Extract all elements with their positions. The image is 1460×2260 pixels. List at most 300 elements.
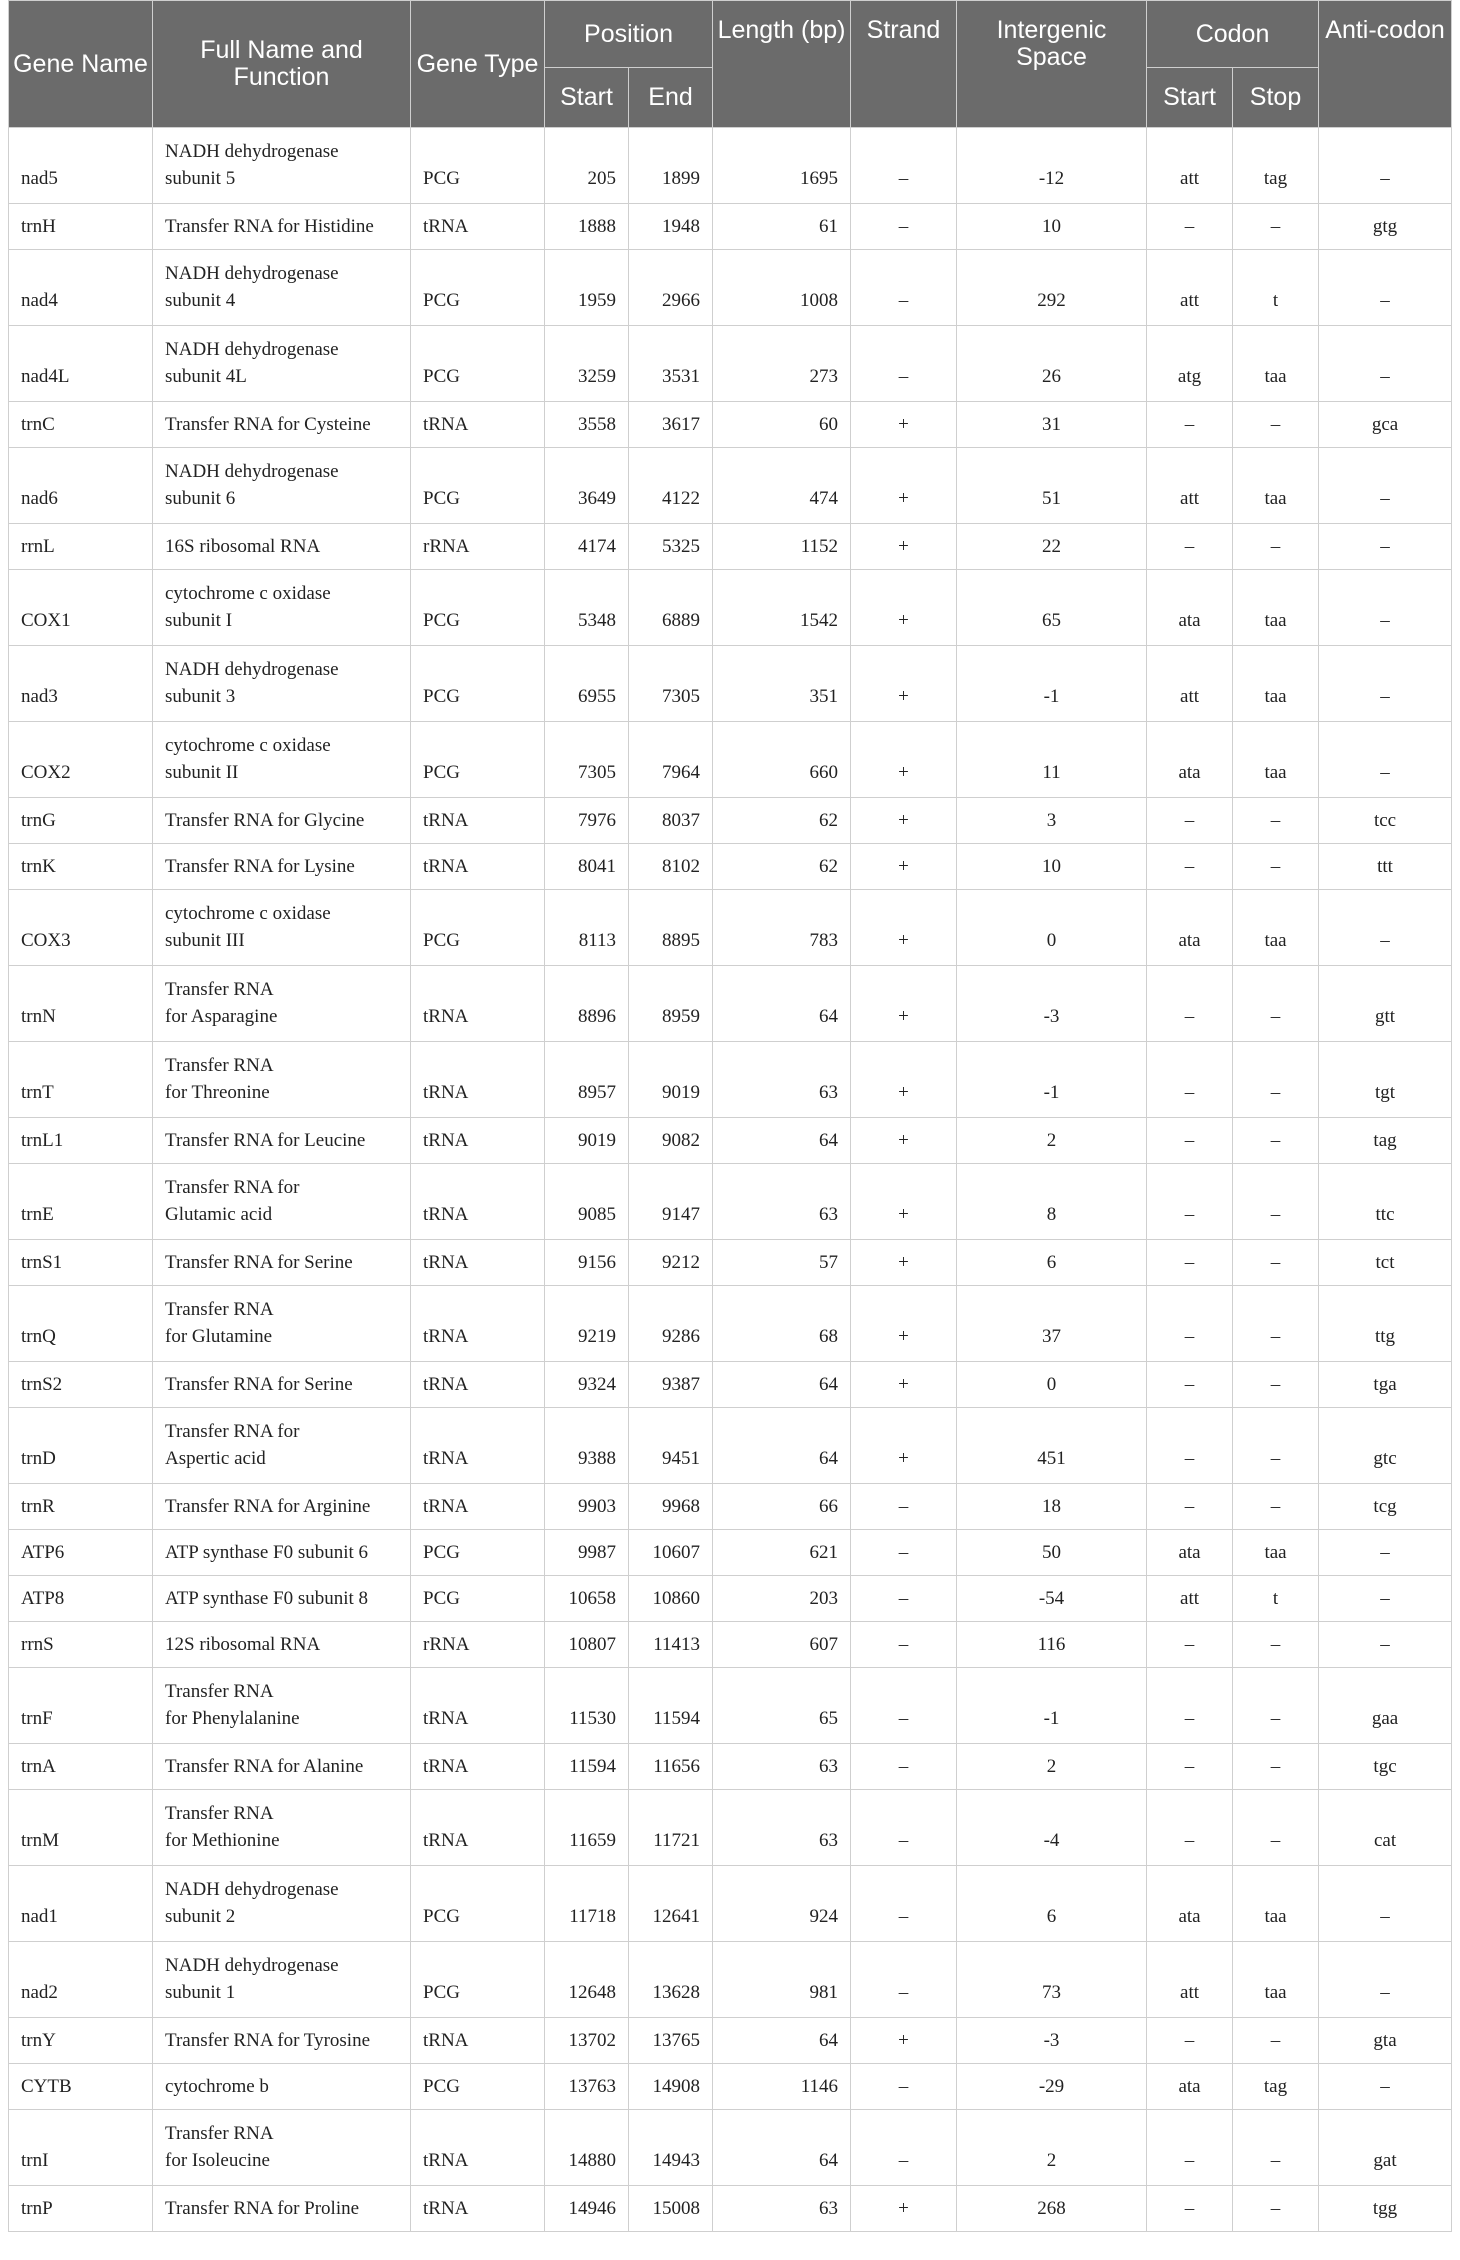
anticodon-cell: – [1319, 524, 1452, 570]
table-row [9, 128, 1452, 204]
intergenic-cell: 51 [957, 448, 1147, 524]
strand-cell: – [851, 1790, 957, 1866]
codon-stop-cell: t [1233, 1576, 1319, 1622]
full-name-cell: Transfer RNA for Glycine [153, 798, 411, 844]
gene-name-cell: COX3 [9, 890, 153, 966]
anticodon-cell: gaa [1319, 1668, 1452, 1744]
intergenic-cell: 26 [957, 326, 1147, 402]
codon-stop-cell: taa [1233, 1866, 1319, 1942]
strand-cell: + [851, 1362, 957, 1408]
gene-name-cell: trnL1 [9, 1118, 153, 1164]
table-row [9, 2018, 1452, 2064]
intergenic-cell: 2 [957, 1744, 1147, 1790]
anticodon-cell: ttt [1319, 844, 1452, 890]
length-cell: 981 [713, 1942, 851, 2018]
gene-type-cell: tRNA [411, 402, 545, 448]
length-cell: 64 [713, 1408, 851, 1484]
strand-cell: + [851, 1118, 957, 1164]
length-cell: 62 [713, 844, 851, 890]
full-name-cell: cytochrome c oxidase subunit III [153, 890, 411, 966]
anticodon-cell: – [1319, 1576, 1452, 1622]
position-start-cell: 13763 [545, 2064, 629, 2110]
codon-stop-cell: – [1233, 966, 1319, 1042]
length-cell: 66 [713, 1484, 851, 1530]
codon-start-cell: – [1147, 2018, 1233, 2064]
gene-name-cell: trnD [9, 1408, 153, 1484]
strand-cell: – [851, 1576, 957, 1622]
gene-table-container [8, 0, 1451, 2232]
codon-stop-cell: – [1233, 1240, 1319, 1286]
gene-name-cell: COX1 [9, 570, 153, 646]
strand-cell: – [851, 128, 957, 204]
length-cell: 60 [713, 402, 851, 448]
codon-start-cell: – [1147, 1164, 1233, 1240]
anticodon-cell: – [1319, 326, 1452, 402]
position-end-cell: 15008 [629, 2186, 713, 2232]
length-cell: 63 [713, 1042, 851, 1118]
anticodon-cell: tgg [1319, 2186, 1452, 2232]
length-cell: 63 [713, 1164, 851, 1240]
codon-stop-cell: taa [1233, 646, 1319, 722]
position-end-cell: 13628 [629, 1942, 713, 2018]
position-end-cell: 9212 [629, 1240, 713, 1286]
header-codon-stop: Stop [1233, 68, 1319, 128]
strand-cell: – [851, 1942, 957, 2018]
codon-stop-cell: – [1233, 1744, 1319, 1790]
table-row [9, 1668, 1452, 1744]
position-start-cell: 12648 [545, 1942, 629, 2018]
position-start-cell: 8957 [545, 1042, 629, 1118]
position-start-cell: 3558 [545, 402, 629, 448]
intergenic-cell: 0 [957, 890, 1147, 966]
codon-stop-cell: – [1233, 2018, 1319, 2064]
intergenic-cell: 8 [957, 1164, 1147, 1240]
codon-start-cell: atg [1147, 326, 1233, 402]
intergenic-cell: 292 [957, 250, 1147, 326]
gene-name-cell: trnY [9, 2018, 153, 2064]
table-row [9, 1240, 1452, 1286]
length-cell: 57 [713, 1240, 851, 1286]
gene-type-cell: tRNA [411, 1240, 545, 1286]
strand-cell: + [851, 844, 957, 890]
position-start-cell: 5348 [545, 570, 629, 646]
length-cell: 63 [713, 1744, 851, 1790]
length-cell: 1542 [713, 570, 851, 646]
gene-name-cell: trnC [9, 402, 153, 448]
codon-stop-cell: – [1233, 2110, 1319, 2186]
strand-cell: – [851, 326, 957, 402]
gene-name-cell: trnT [9, 1042, 153, 1118]
gene-type-cell: PCG [411, 1530, 545, 1576]
gene-type-cell: tRNA [411, 2018, 545, 2064]
codon-start-cell: att [1147, 1942, 1233, 2018]
gene-name-cell: rrnS [9, 1622, 153, 1668]
codon-stop-cell: – [1233, 1408, 1319, 1484]
strand-cell: + [851, 966, 957, 1042]
intergenic-cell: 73 [957, 1942, 1147, 2018]
codon-stop-cell: – [1233, 2186, 1319, 2232]
table-row [9, 1530, 1452, 1576]
codon-stop-cell: taa [1233, 326, 1319, 402]
intergenic-cell: -3 [957, 966, 1147, 1042]
codon-stop-cell: taa [1233, 1530, 1319, 1576]
gene-name-cell: trnI [9, 2110, 153, 2186]
table-row [9, 1164, 1452, 1240]
table-row [9, 2110, 1452, 2186]
full-name-cell: Transfer RNA for Leucine [153, 1118, 411, 1164]
position-end-cell: 14943 [629, 2110, 713, 2186]
strand-cell: + [851, 2186, 957, 2232]
position-end-cell: 4122 [629, 448, 713, 524]
codon-stop-cell: – [1233, 1668, 1319, 1744]
full-name-cell: Transfer RNA for Asparagine [153, 966, 411, 1042]
header-gene-type: Gene Type [411, 1, 545, 128]
gene-type-cell: PCG [411, 326, 545, 402]
gene-type-cell: tRNA [411, 798, 545, 844]
table-row [9, 1942, 1452, 2018]
strand-cell: – [851, 1866, 957, 1942]
strand-cell: – [851, 204, 957, 250]
position-start-cell: 9156 [545, 1240, 629, 1286]
codon-start-cell: – [1147, 1118, 1233, 1164]
codon-stop-cell: taa [1233, 722, 1319, 798]
length-cell: 63 [713, 1790, 851, 1866]
codon-stop-cell: taa [1233, 570, 1319, 646]
length-cell: 63 [713, 2186, 851, 2232]
table-row [9, 1576, 1452, 1622]
gene-type-cell: PCG [411, 570, 545, 646]
position-end-cell: 8895 [629, 890, 713, 966]
full-name-cell: Transfer RNA for Glutamine [153, 1286, 411, 1362]
position-start-cell: 1959 [545, 250, 629, 326]
table-row [9, 2064, 1452, 2110]
length-cell: 1152 [713, 524, 851, 570]
strand-cell: + [851, 646, 957, 722]
table-header [9, 1, 1452, 128]
position-end-cell: 9082 [629, 1118, 713, 1164]
codon-start-cell: – [1147, 1484, 1233, 1530]
gene-type-cell: tRNA [411, 1484, 545, 1530]
strand-cell: + [851, 798, 957, 844]
gene-name-cell: trnN [9, 966, 153, 1042]
position-end-cell: 5325 [629, 524, 713, 570]
header-strand: Strand [851, 1, 957, 128]
codon-stop-cell: – [1233, 1164, 1319, 1240]
header-length: Length (bp) [713, 1, 851, 128]
full-name-cell: Transfer RNA for Arginine [153, 1484, 411, 1530]
gene-type-cell: PCG [411, 448, 545, 524]
codon-start-cell: – [1147, 2186, 1233, 2232]
intergenic-cell: 18 [957, 1484, 1147, 1530]
codon-stop-cell: – [1233, 798, 1319, 844]
length-cell: 660 [713, 722, 851, 798]
gene-type-cell: tRNA [411, 1164, 545, 1240]
full-name-cell: NADH dehydrogenase subunit 6 [153, 448, 411, 524]
length-cell: 1146 [713, 2064, 851, 2110]
position-start-cell: 10658 [545, 1576, 629, 1622]
full-name-cell: NADH dehydrogenase subunit 2 [153, 1866, 411, 1942]
gene-type-cell: tRNA [411, 1668, 545, 1744]
gene-name-cell: trnE [9, 1164, 153, 1240]
length-cell: 924 [713, 1866, 851, 1942]
gene-name-cell: CYTB [9, 2064, 153, 2110]
position-start-cell: 11594 [545, 1744, 629, 1790]
gene-name-cell: trnP [9, 2186, 153, 2232]
table-row [9, 250, 1452, 326]
length-cell: 65 [713, 1668, 851, 1744]
full-name-cell: NADH dehydrogenase subunit 5 [153, 128, 411, 204]
codon-start-cell: – [1147, 1286, 1233, 1362]
gene-type-cell: tRNA [411, 1408, 545, 1484]
full-name-cell: NADH dehydrogenase subunit 3 [153, 646, 411, 722]
position-start-cell: 10807 [545, 1622, 629, 1668]
gene-name-cell: rrnL [9, 524, 153, 570]
anticodon-cell: tct [1319, 1240, 1452, 1286]
codon-start-cell: ata [1147, 1866, 1233, 1942]
codon-start-cell: att [1147, 646, 1233, 722]
anticodon-cell: gat [1319, 2110, 1452, 2186]
anticodon-cell: tga [1319, 1362, 1452, 1408]
position-start-cell: 8041 [545, 844, 629, 890]
gene-type-cell: tRNA [411, 1744, 545, 1790]
full-name-cell: Transfer RNA for Serine [153, 1362, 411, 1408]
table-row [9, 1744, 1452, 1790]
full-name-cell: Transfer RNA for Phenylalanine [153, 1668, 411, 1744]
gene-type-cell: PCG [411, 646, 545, 722]
codon-start-cell: – [1147, 1042, 1233, 1118]
length-cell: 64 [713, 1118, 851, 1164]
position-start-cell: 14946 [545, 2186, 629, 2232]
anticodon-cell: – [1319, 890, 1452, 966]
intergenic-cell: 10 [957, 844, 1147, 890]
table-row [9, 1286, 1452, 1362]
anticodon-cell: – [1319, 2064, 1452, 2110]
position-end-cell: 9019 [629, 1042, 713, 1118]
full-name-cell: Transfer RNA for Lysine [153, 844, 411, 890]
codon-start-cell: – [1147, 1622, 1233, 1668]
header-position: Position [545, 1, 713, 68]
strand-cell: – [851, 2064, 957, 2110]
length-cell: 64 [713, 1362, 851, 1408]
gene-type-cell: tRNA [411, 204, 545, 250]
table-row [9, 844, 1452, 890]
full-name-cell: cytochrome b [153, 2064, 411, 2110]
gene-name-cell: nad3 [9, 646, 153, 722]
position-start-cell: 9085 [545, 1164, 629, 1240]
full-name-cell: Transfer RNA for Proline [153, 2186, 411, 2232]
position-start-cell: 3649 [545, 448, 629, 524]
full-name-cell: cytochrome c oxidase subunit II [153, 722, 411, 798]
codon-start-cell: – [1147, 1362, 1233, 1408]
gene-table [8, 0, 1452, 2232]
header-intergenic: Intergenic Space [957, 1, 1147, 128]
gene-name-cell: trnS1 [9, 1240, 153, 1286]
codon-start-cell: ata [1147, 890, 1233, 966]
codon-stop-cell: tag [1233, 2064, 1319, 2110]
codon-start-cell: – [1147, 966, 1233, 1042]
gene-type-cell: tRNA [411, 844, 545, 890]
position-start-cell: 205 [545, 128, 629, 204]
gene-name-cell: ATP8 [9, 1576, 153, 1622]
gene-type-cell: PCG [411, 890, 545, 966]
strand-cell: + [851, 890, 957, 966]
position-end-cell: 6889 [629, 570, 713, 646]
full-name-cell: Transfer RNA for Tyrosine [153, 2018, 411, 2064]
length-cell: 68 [713, 1286, 851, 1362]
gene-type-cell: tRNA [411, 1362, 545, 1408]
codon-start-cell: – [1147, 844, 1233, 890]
table-row [9, 2186, 1452, 2232]
length-cell: 62 [713, 798, 851, 844]
codon-stop-cell: – [1233, 1622, 1319, 1668]
position-end-cell: 2966 [629, 250, 713, 326]
position-end-cell: 9968 [629, 1484, 713, 1530]
gene-type-cell: tRNA [411, 2110, 545, 2186]
intergenic-cell: 50 [957, 1530, 1147, 1576]
codon-stop-cell: – [1233, 1286, 1319, 1362]
position-start-cell: 1888 [545, 204, 629, 250]
length-cell: 64 [713, 966, 851, 1042]
position-start-cell: 9987 [545, 1530, 629, 1576]
gene-name-cell: COX2 [9, 722, 153, 798]
full-name-cell: NADH dehydrogenase subunit 1 [153, 1942, 411, 2018]
intergenic-cell: 268 [957, 2186, 1147, 2232]
anticodon-cell: tcg [1319, 1484, 1452, 1530]
table-row [9, 204, 1452, 250]
header-codon-start: Start [1147, 68, 1233, 128]
intergenic-cell: 0 [957, 1362, 1147, 1408]
length-cell: 607 [713, 1622, 851, 1668]
strand-cell: + [851, 402, 957, 448]
codon-start-cell: att [1147, 1576, 1233, 1622]
position-end-cell: 3617 [629, 402, 713, 448]
anticodon-cell: gtc [1319, 1408, 1452, 1484]
full-name-cell: ATP synthase F0 subunit 6 [153, 1530, 411, 1576]
codon-start-cell: – [1147, 402, 1233, 448]
length-cell: 351 [713, 646, 851, 722]
position-start-cell: 9019 [545, 1118, 629, 1164]
strand-cell: + [851, 1240, 957, 1286]
gene-name-cell: trnM [9, 1790, 153, 1866]
codon-start-cell: ata [1147, 722, 1233, 798]
header-full-name: Full Name and Function [153, 1, 411, 128]
length-cell: 64 [713, 2110, 851, 2186]
strand-cell: + [851, 1042, 957, 1118]
intergenic-cell: -3 [957, 2018, 1147, 2064]
anticodon-cell: ttc [1319, 1164, 1452, 1240]
intergenic-cell: 2 [957, 1118, 1147, 1164]
full-name-cell: Transfer RNA for Glutamic acid [153, 1164, 411, 1240]
full-name-cell: Transfer RNA for Histidine [153, 204, 411, 250]
anticodon-cell: ttg [1319, 1286, 1452, 1362]
position-end-cell: 13765 [629, 2018, 713, 2064]
table-row [9, 570, 1452, 646]
gene-name-cell: nad5 [9, 128, 153, 204]
codon-start-cell: att [1147, 128, 1233, 204]
length-cell: 1695 [713, 128, 851, 204]
gene-type-cell: tRNA [411, 1118, 545, 1164]
gene-name-cell: nad2 [9, 1942, 153, 2018]
gene-name-cell: trnQ [9, 1286, 153, 1362]
intergenic-cell: 31 [957, 402, 1147, 448]
table-row [9, 890, 1452, 966]
codon-start-cell: – [1147, 2110, 1233, 2186]
anticodon-cell: gtt [1319, 966, 1452, 1042]
length-cell: 64 [713, 2018, 851, 2064]
gene-name-cell: trnA [9, 1744, 153, 1790]
full-name-cell: ATP synthase F0 subunit 8 [153, 1576, 411, 1622]
strand-cell: – [851, 1622, 957, 1668]
position-start-cell: 11718 [545, 1866, 629, 1942]
strand-cell: + [851, 524, 957, 570]
strand-cell: – [851, 1530, 957, 1576]
position-end-cell: 8102 [629, 844, 713, 890]
codon-start-cell: ata [1147, 570, 1233, 646]
gene-name-cell: nad4L [9, 326, 153, 402]
anticodon-cell: gca [1319, 402, 1452, 448]
position-end-cell: 7305 [629, 646, 713, 722]
table-row [9, 1362, 1452, 1408]
gene-type-cell: PCG [411, 250, 545, 326]
full-name-cell: cytochrome c oxidase subunit I [153, 570, 411, 646]
position-end-cell: 10860 [629, 1576, 713, 1622]
intergenic-cell: 451 [957, 1408, 1147, 1484]
gene-type-cell: PCG [411, 1576, 545, 1622]
intergenic-cell: 3 [957, 798, 1147, 844]
full-name-cell: Transfer RNA for Threonine [153, 1042, 411, 1118]
header-gene-name: Gene Name [9, 1, 153, 128]
gene-name-cell: trnS2 [9, 1362, 153, 1408]
codon-stop-cell: – [1233, 844, 1319, 890]
gene-type-cell: PCG [411, 2064, 545, 2110]
table-row [9, 1484, 1452, 1530]
full-name-cell: Transfer RNA for Aspertic acid [153, 1408, 411, 1484]
table-row [9, 448, 1452, 524]
position-end-cell: 11721 [629, 1790, 713, 1866]
length-cell: 621 [713, 1530, 851, 1576]
intergenic-cell: 37 [957, 1286, 1147, 1362]
position-start-cell: 8113 [545, 890, 629, 966]
intergenic-cell: -1 [957, 646, 1147, 722]
intergenic-cell: 22 [957, 524, 1147, 570]
strand-cell: + [851, 570, 957, 646]
full-name-cell: Transfer RNA for Cysteine [153, 402, 411, 448]
anticodon-cell: – [1319, 1866, 1452, 1942]
gene-name-cell: trnG [9, 798, 153, 844]
codon-start-cell: att [1147, 448, 1233, 524]
intergenic-cell: 6 [957, 1866, 1147, 1942]
gene-name-cell: trnF [9, 1668, 153, 1744]
gene-type-cell: PCG [411, 128, 545, 204]
anticodon-cell: cat [1319, 1790, 1452, 1866]
position-start-cell: 4174 [545, 524, 629, 570]
codon-stop-cell: – [1233, 1042, 1319, 1118]
codon-start-cell: – [1147, 798, 1233, 844]
gene-type-cell: tRNA [411, 1790, 545, 1866]
strand-cell: – [851, 2110, 957, 2186]
position-start-cell: 9903 [545, 1484, 629, 1530]
codon-stop-cell: – [1233, 402, 1319, 448]
full-name-cell: NADH dehydrogenase subunit 4 [153, 250, 411, 326]
position-start-cell: 9219 [545, 1286, 629, 1362]
gene-type-cell: tRNA [411, 1286, 545, 1362]
gene-type-cell: tRNA [411, 966, 545, 1042]
anticodon-cell: tcc [1319, 798, 1452, 844]
position-end-cell: 12641 [629, 1866, 713, 1942]
position-end-cell: 7964 [629, 722, 713, 798]
intergenic-cell: 11 [957, 722, 1147, 798]
position-end-cell: 3531 [629, 326, 713, 402]
